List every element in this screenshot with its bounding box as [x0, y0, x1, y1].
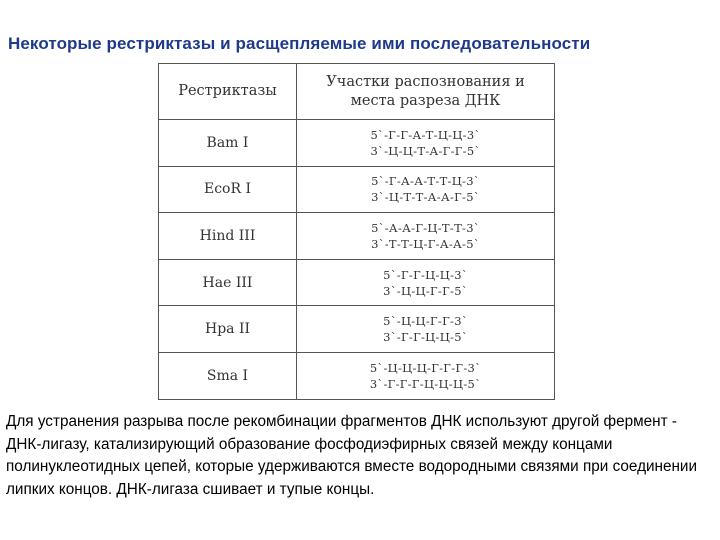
table-row	[159, 213, 555, 260]
enzyme-name: EcoR I	[159, 166, 297, 213]
table-row	[159, 352, 555, 399]
header-enzyme: Рестриктазы	[159, 64, 297, 120]
table-row	[159, 306, 555, 353]
table-row	[159, 120, 555, 167]
sequence-top-strand: 5`-А-А-Г-Ц-Т-Т-3`	[371, 220, 480, 235]
header-sites: Участки распознования и места разреза ДНК	[297, 64, 555, 120]
table-header-row	[159, 64, 555, 120]
restriction-enzymes-table	[158, 63, 555, 400]
sequence-bottom-strand: 3`-Ц-Т-Т-А-А-Г-5`	[371, 190, 480, 205]
enzyme-name: Hae III	[159, 259, 297, 306]
cut-site-cell	[297, 120, 555, 167]
sequence-top-strand: 5`-Г-Г-Ц-Ц-3`	[383, 267, 468, 282]
enzyme-name: Hpa II	[159, 306, 297, 353]
table-row	[159, 166, 555, 213]
enzyme-name: Bam I	[159, 120, 297, 167]
sequence-bottom-strand: 3`-Г-Г-Г-Ц-Ц-Ц-5`	[369, 376, 482, 391]
sequence-bottom-strand: 3`-Ц-Ц-Г-Г-5`	[383, 283, 468, 298]
enzyme-name: Sma I	[159, 352, 297, 399]
body-paragraph: Для устранения разрыва после рекомбинации фрагментов ДНК используют другой фермент - ДНК-лигазу, катализирующий образование фосфодиэфирных связей между концами полинуклеотидных цепей, которые удерживаются вместе водородными связями при соединении липких концов. ДНК-лигаза сшивает и тупые концы.	[6, 413, 698, 498]
table-row	[159, 259, 555, 306]
page-title: Некоторые рестриктазы и расщепляемые ими последовательности	[8, 34, 591, 53]
cut-site-cell	[297, 166, 555, 213]
sequence-top-strand: 5`-Г-А-А-Т-Т-Ц-3`	[371, 174, 480, 189]
sequence-bottom-strand: 3`-Г-Г-Ц-Ц-5`	[383, 330, 468, 345]
sequence-top-strand: 5`-Ц-Ц-Г-Г-3`	[383, 314, 468, 329]
sequence-top-strand: 5`-Ц-Ц-Ц-Г-Г-Г-3`	[369, 360, 482, 375]
enzyme-name: Hind III	[159, 213, 297, 260]
sequence-bottom-strand: 3`-Ц-Ц-Т-А-Г-Г-5`	[370, 143, 481, 158]
cut-site-cell	[297, 259, 555, 306]
cut-site-cell	[297, 306, 555, 353]
cut-site-cell	[297, 213, 555, 260]
cut-site-cell	[297, 352, 555, 399]
sequence-top-strand: 5`-Г-Г-А-Т-Ц-Ц-3`	[370, 127, 481, 142]
sequence-bottom-strand: 3`-Т-Т-Ц-Г-А-А-5`	[371, 236, 480, 251]
